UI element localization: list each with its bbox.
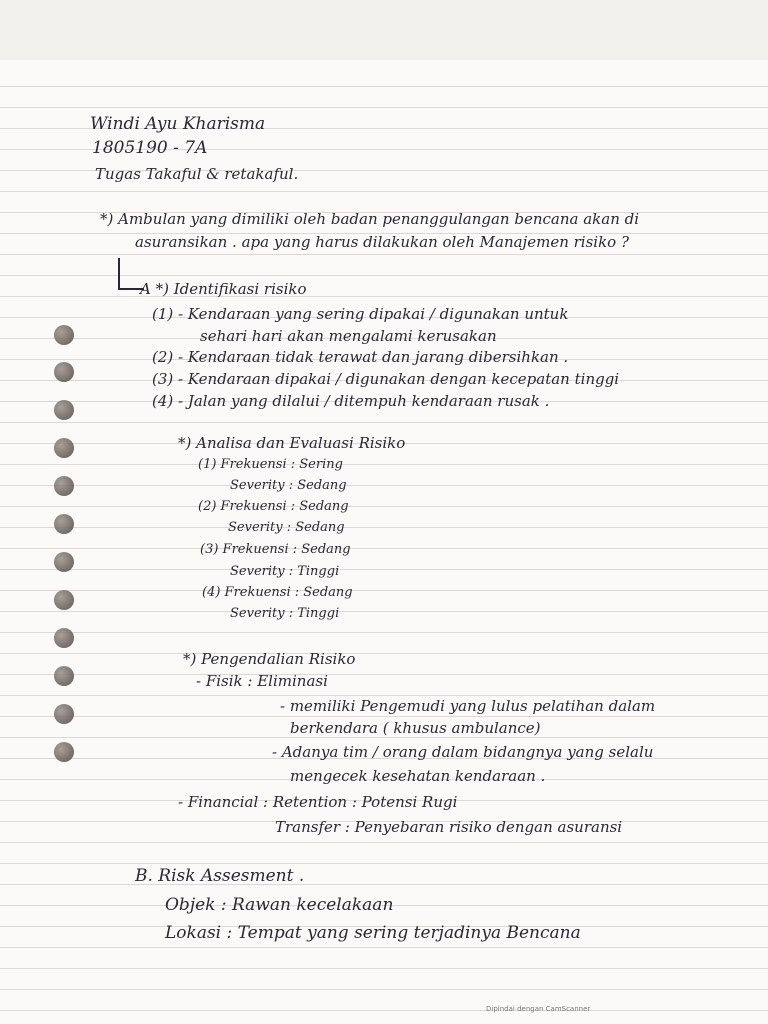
control-fisik: - Fisik : Eliminasi	[196, 672, 328, 690]
binder-hole	[54, 400, 74, 420]
analysis-frequency: (1) Frekuensi : Sering	[198, 457, 343, 472]
section-a-title: A *) Identifikasi risiko	[140, 280, 307, 298]
binder-hole	[54, 514, 74, 534]
analysis-frequency: (3) Frekuensi : Sedang	[200, 542, 351, 557]
question-line-1: *) Ambulan yang dimiliki oleh badan penanggulangan bencana akan di	[100, 210, 640, 228]
control-financial: - Financial : Retention : Potensi Rugi	[178, 793, 458, 811]
section-b-objek: Objek : Rawan kecelakaan	[165, 895, 394, 915]
top-margin	[0, 0, 768, 60]
analysis-frequency: (2) Frekuensi : Sedang	[198, 499, 349, 514]
control-transfer: Transfer : Penyebaran risiko dengan asuransi	[275, 818, 623, 836]
binder-hole	[54, 552, 74, 572]
binder-hole	[54, 742, 74, 762]
analysis-severity: Severity : Tinggi	[230, 606, 340, 621]
risk-item: (2) - Kendaraan tidak terawat dan jarang dibersihkan .	[152, 348, 569, 366]
student-name: Windi Ayu Kharisma	[90, 114, 266, 134]
control-item: mengecek kesehatan kendaraan .	[290, 767, 546, 785]
control-item: - Adanya tim / orang dalam bidangnya yang selalu	[272, 743, 654, 761]
scanner-watermark: Dipindai dengan CamScanner	[486, 1005, 591, 1013]
section-b-title: B. Risk Assesment .	[135, 866, 305, 886]
analysis-severity: Severity : Sedang	[230, 478, 347, 493]
analysis-title: *) Analisa dan Evaluasi Risiko	[178, 434, 406, 452]
control-item: berkendara ( khusus ambulance)	[290, 719, 541, 737]
question-line-2: asuransikan . apa yang harus dilakukan oleh Manajemen risiko ?	[135, 233, 630, 251]
binder-hole	[54, 325, 74, 345]
analysis-frequency: (4) Frekuensi : Sedang	[202, 585, 353, 600]
binder-hole	[54, 590, 74, 610]
risk-item: (3) - Kendaraan dipakai / digunakan dengan kecepatan tinggi	[152, 370, 620, 388]
control-title: *) Pengendalian Risiko	[183, 650, 356, 668]
risk-item: (1) - Kendaraan yang sering dipakai / digunakan untuk	[152, 305, 569, 323]
binder-hole	[54, 362, 74, 382]
binder-hole	[54, 438, 74, 458]
binder-hole	[54, 704, 74, 724]
risk-item: sehari hari akan mengalami kerusakan	[200, 327, 497, 345]
section-b-lokasi: Lokasi : Tempat yang sering terjadinya Bencana	[165, 923, 581, 943]
binder-hole	[54, 476, 74, 496]
analysis-severity: Severity : Sedang	[228, 520, 345, 535]
binder-hole	[54, 628, 74, 648]
analysis-severity: Severity : Tinggi	[230, 564, 340, 579]
risk-item: (4) - Jalan yang dilalui / ditempuh kendaraan rusak .	[152, 392, 550, 410]
binder-hole	[54, 666, 74, 686]
control-item: - memiliki Pengemudi yang lulus pelatihan dalam	[280, 697, 656, 715]
task-title: Tugas Takaful & retakaful.	[95, 165, 299, 183]
student-nim: 1805190 - 7A	[92, 138, 208, 158]
